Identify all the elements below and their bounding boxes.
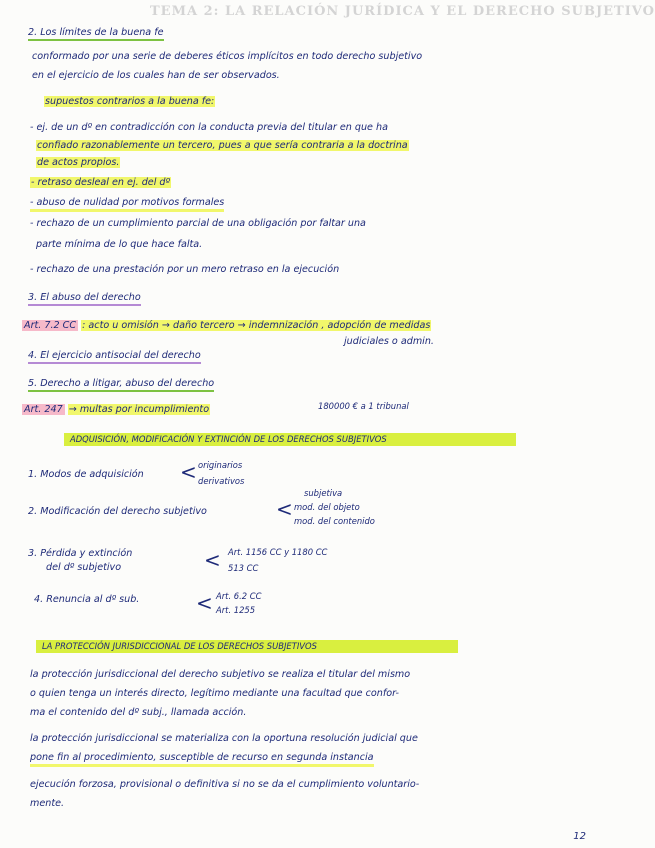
art-7-continuation: judiciales o admin. [344, 336, 434, 347]
item-loss-extinction-1: 3. Pérdida y extinción [28, 548, 133, 559]
item-loss-extinction-2: del dº subjetivo [46, 562, 122, 573]
page-number: 12 [573, 831, 586, 842]
brace-icon: < [196, 591, 213, 615]
section-band-acquisition: ADQUISICIÓN, MODIFICACIÓN Y EXTINCIÓN DE LOS DERECHOS SUBJETIVOS [64, 433, 516, 446]
paragraph-good-faith-2: en el ejercicio de los cuales han de ser observados. [32, 70, 280, 81]
bullet-own-acts-1: - ej. de un dº en contradicción con la conducta previa del titular en que ha [30, 122, 388, 133]
contrary-cases-intro: supuestos contrarios a la buena fe: [45, 96, 215, 107]
section-band-protection: LA PROTECCIÓN JURISDICCIONAL DE LOS DERECHOS SUBJETIVOS [36, 640, 458, 653]
modification-content: mod. del contenido [294, 516, 375, 526]
bullet-own-acts-3: de actos propios. [37, 157, 120, 168]
modification-object: mod. del objeto [294, 502, 360, 512]
extinction-ref-2: 513 CC [228, 563, 259, 573]
bullet-delay: - retraso desleal en ej. del dº [31, 177, 171, 188]
brace-icon: < [276, 497, 293, 521]
protection-1a: la protección jurisdiccional del derecho subjetivo se realiza el titular del mismo [30, 669, 411, 680]
item-modes-acquisition: 1. Modos de adquisición [28, 469, 144, 480]
acquisition-original: originarios [198, 460, 243, 470]
item-modification: 2. Modificación del derecho subjetivo [28, 506, 207, 517]
paragraph-good-faith-1: conformado por una serie de deberes éticos implícitos en todo derecho subjetivo [32, 51, 423, 62]
bullet-partial-payment-2: parte mínima de lo que hace falta. [36, 239, 203, 250]
heading-right-to-litigate: 5. Derecho a litigar, abuso del derecho [28, 378, 214, 390]
brace-icon: < [204, 548, 221, 572]
protection-1b: o quien tenga un interés directo, legítimo mediante una facultad que confor- [30, 688, 399, 699]
protection-2b: pone fin al procedimiento, susceptible de recurso en segunda instancia [30, 752, 374, 764]
protection-3b: mente. [30, 798, 65, 809]
heading-good-faith-limits: 2. Los límites de la buena fe [28, 27, 164, 39]
bullet-mere-delay: - rechazo de una prestación por un mero retraso en la ejecución [30, 264, 340, 275]
bleed-through-title: TEMA 2: LA RELACIÓN JURÍDICA Y EL DERECHO SUBJETIVO [150, 4, 655, 19]
art-247-line: Art. 247 → multas por incumplimiento [24, 404, 210, 415]
art-7-line: Art. 7.2 CC : acto u omisión → daño tercero → indemnización , adopción de medidas [24, 320, 431, 331]
brace-icon: < [180, 460, 197, 484]
waiver-ref-2: Art. 1255 [216, 605, 256, 615]
heading-antisocial-exercise: 4. El ejercicio antisocial del derecho [28, 350, 201, 362]
waiver-ref-1: Art. 6.2 CC [216, 591, 262, 601]
modification-subjective: subjetiva [304, 488, 343, 498]
heading-abuse-of-right: 3. El abuso del derecho [28, 292, 141, 304]
item-waiver: 4. Renuncia al dº sub. [34, 594, 140, 605]
bullet-partial-payment-1: - rechazo de un cumplimiento parcial de una obligación por faltar una [30, 218, 366, 229]
bullet-nullity: - abuso de nulidad por motivos formales [30, 197, 224, 209]
protection-1c: ma el contenido del dº subj., llamada acción. [30, 707, 247, 718]
protection-3a: ejecución forzosa, provisional o definitiva si no se da el cumplimiento voluntario- [30, 779, 420, 790]
fine-amount: 180000 € a 1 tribunal [318, 401, 409, 411]
bullet-own-acts-2: confiado razonablemente un tercero, pues a que sería contraria a la doctrina [37, 140, 408, 151]
protection-2a: la protección jurisdiccional se materializa con la oportuna resolución judicial que [30, 733, 418, 744]
acquisition-derivative: derivativos [198, 476, 245, 486]
extinction-ref-1: Art. 1156 CC y 1180 CC [228, 547, 328, 557]
